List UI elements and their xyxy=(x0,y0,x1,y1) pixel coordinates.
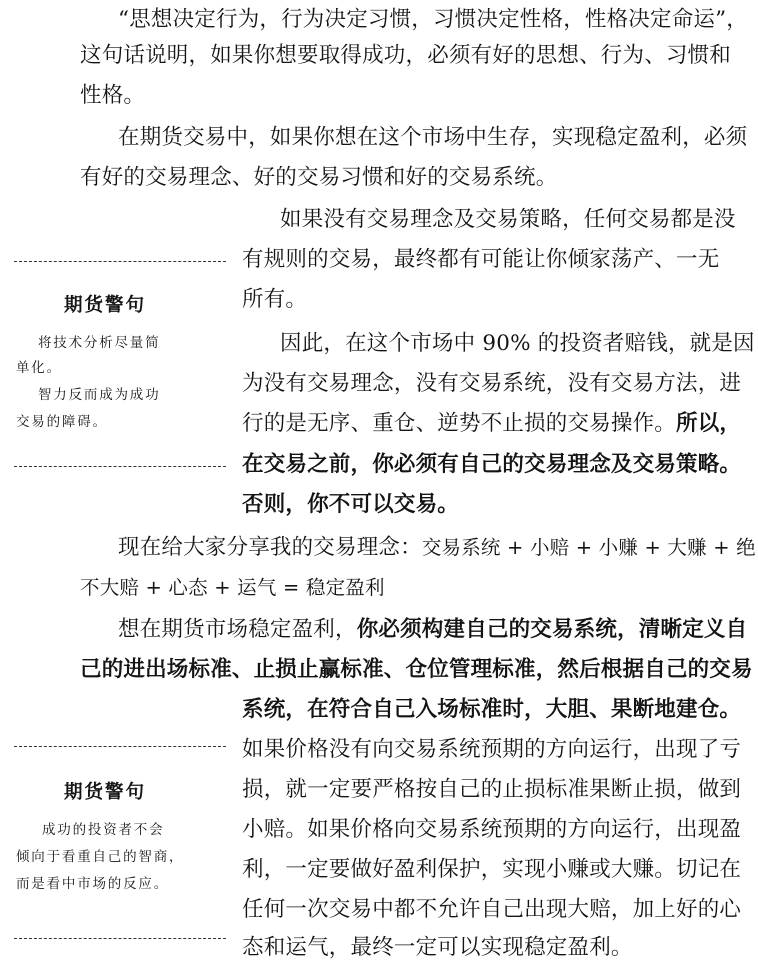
para7-line5: 任何一次交易中都不允许自己出现大赔，加上好的心 xyxy=(242,897,742,922)
para4-line1: 因此，在这个市场中 90% 的投资者赔钱，就是因 xyxy=(280,331,755,356)
sidebar1-top-divider xyxy=(14,261,226,262)
sidebar2-top-divider xyxy=(14,746,226,747)
para2-line2: 有好的交易理念、好的交易习惯和好的交易系统。 xyxy=(80,165,558,190)
sidebar-quote-2 xyxy=(14,746,226,946)
para7-line1: 如果价格没有向交易系统预期的方向运行，出现了亏 xyxy=(242,737,742,762)
sidebar-quote-1 xyxy=(14,261,226,471)
para4-line3-normal: 行的是无序、重仓、逆势不止损的交易操作。 xyxy=(242,411,677,436)
sidebar1-text-line1: 将技术分析尽量简 xyxy=(38,335,161,351)
sidebar1-title: 期货警句 xyxy=(64,295,147,316)
sidebar2-text-line2: 倾向于看重自己的智商， xyxy=(16,849,185,865)
sidebar2-title: 期货警句 xyxy=(64,782,147,803)
para1-line3: 性格。 xyxy=(80,83,146,108)
para1-line1: “思想决定行为，行为决定习惯，习惯决定性格，性格决定命运”， xyxy=(118,7,748,32)
para6-line3: 系统，在符合自己入场标准时，大胆、果断地建仓。 xyxy=(242,697,742,722)
sidebar1-text-line4: 交易的障碍。 xyxy=(16,414,108,430)
para5-line1 xyxy=(118,534,756,562)
sidebar2-text-line3: 而是看中市场的反应。 xyxy=(16,876,169,892)
para3-line1: 如果没有交易理念及交易策略，任何交易都是没 xyxy=(280,207,736,232)
para7-line4: 利，一定要做好盈利保护，实现小赚或大赚。切记在 xyxy=(242,857,742,882)
para5-line1-normal: 现在给大家分享我的交易理念： xyxy=(118,535,422,560)
para6-line1-normal: 想在期货市场稳定盈利， xyxy=(118,617,357,642)
para6-line1 xyxy=(118,616,747,644)
sidebar2-text-line1: 成功的投资者不会 xyxy=(42,822,165,838)
para4-line3-bold: 所以， xyxy=(676,411,742,436)
para6-line2: 己的进出场标准、止损止赢标准、仓位管理标准，然后根据自己的交易 xyxy=(80,657,753,682)
para7-line6: 态和运气，最终一定可以实现稳定盈利。 xyxy=(242,935,633,960)
sidebar2-bottom-divider xyxy=(14,938,226,939)
para2-line1: 在期货交易中，如果你想在这个市场中生存，实现稳定盈利，必须 xyxy=(118,125,748,150)
sidebar1-bottom-divider xyxy=(14,466,226,467)
para4-line4: 在交易之前，你必须有自己的交易理念及交易策略。 xyxy=(242,452,742,477)
para3-line2: 有规则的交易，最终都有可能让你倾家荡产、一无 xyxy=(242,247,720,272)
para4-line2: 为没有交易理念，没有交易系统，没有交易方法，进 xyxy=(242,371,742,396)
para4-line5: 否则，你不可以交易。 xyxy=(242,492,460,517)
para3-line3: 所有。 xyxy=(242,287,308,312)
para5-line1-formula: 交易系统 + 小赔 + 小赚 + 大赚 + 绝 xyxy=(421,536,756,559)
sidebar1-text-line2: 单化。 xyxy=(16,360,62,376)
para7-line2: 损，就一定要严格按自己的止损标准果断止损，做到 xyxy=(242,777,742,802)
para7-line3: 小赔。如果价格向交易系统预期的方向运行，出现盈 xyxy=(242,817,742,842)
para1-line2: 这句话说明，如果你想要取得成功，必须有好的思想、行为、习惯和 xyxy=(80,43,732,68)
para6-line1-bold: 你必须构建自己的交易系统，清晰定义自 xyxy=(356,617,748,642)
sidebar1-text-line3: 智力反而成为成功 xyxy=(38,387,161,403)
para5-line2-formula: 不大赔 + 心态 + 运气 = 稳定盈利 xyxy=(80,576,385,599)
para4-line3 xyxy=(242,410,742,438)
